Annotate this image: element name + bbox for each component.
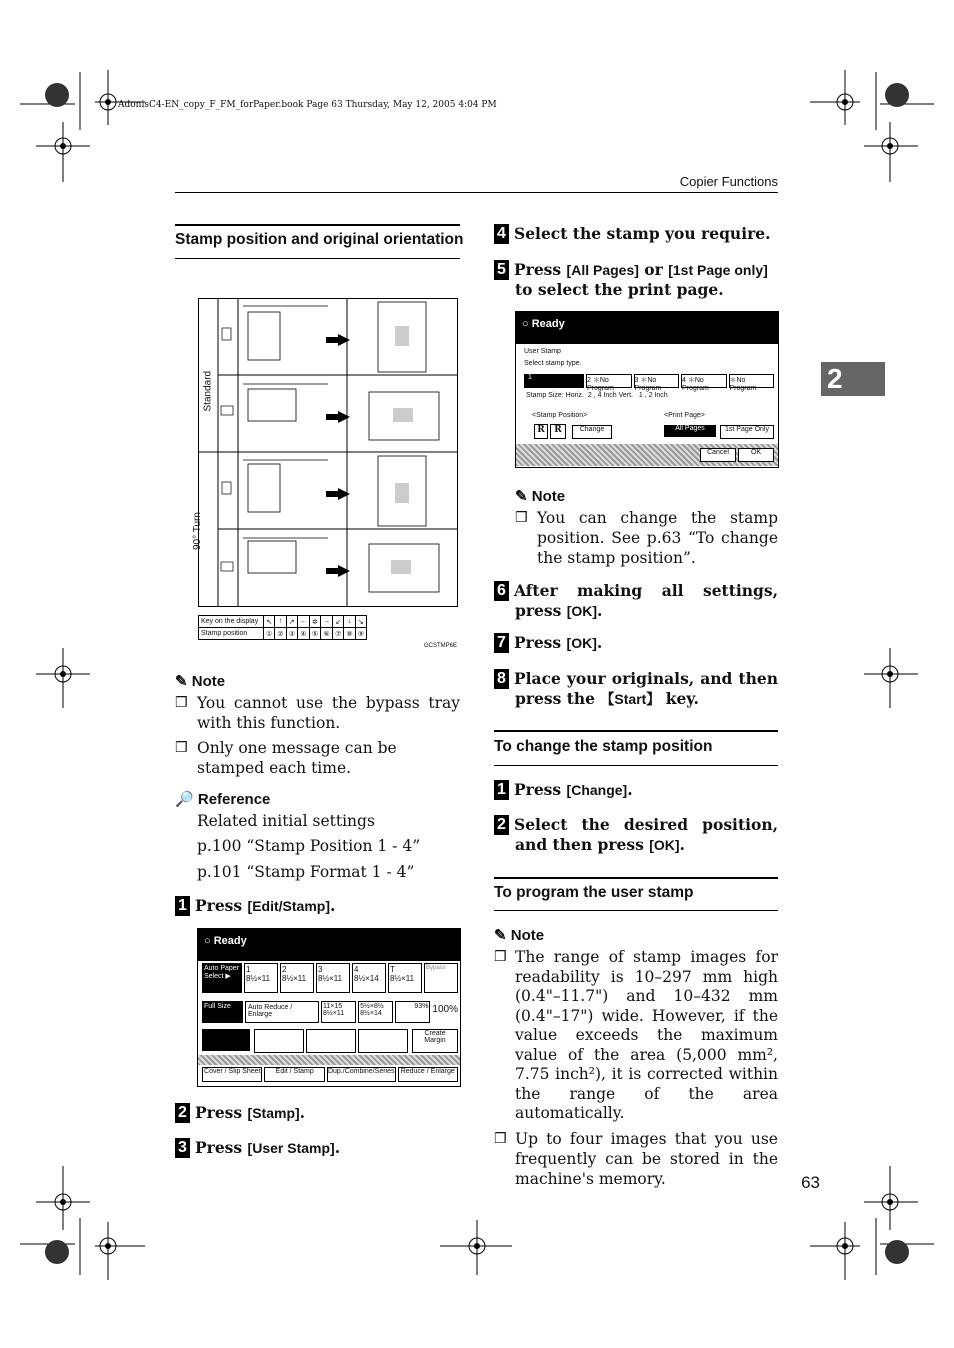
diagram-grid xyxy=(198,298,458,607)
step-3: 3 Press [User Stamp]. xyxy=(175,1138,340,1158)
step-5: 5 Press [All Pages] or [1st Page only] to select the print page. xyxy=(494,260,778,300)
key-position-table xyxy=(198,615,367,640)
select-type-label: Select stamp type. xyxy=(524,360,582,367)
stamp-size-vert: 1 , 2 Inch xyxy=(638,392,668,399)
pos-cell: ⑨ xyxy=(355,628,366,640)
stamp-key-1[interactable]: 1 xyxy=(524,374,584,388)
tray-button[interactable]: 1 8½×11 xyxy=(244,963,278,993)
auto-reduce-button[interactable]: Auto Reduce / Enlarge xyxy=(245,1001,319,1023)
s2-step-2: 2 Select the desired position, and then press [OK]. xyxy=(494,815,778,855)
combine-button[interactable] xyxy=(306,1029,356,1053)
screen-status: ○ Ready xyxy=(198,929,460,953)
pos-cell: ② xyxy=(275,628,286,640)
note-block-program xyxy=(494,926,778,1189)
pencil-icon: ✎ xyxy=(494,927,507,944)
tab-dup-combine[interactable]: Dup./Combine/Series xyxy=(327,1067,396,1082)
note-item: ❒ Only one message can be stamped each time. xyxy=(175,739,397,777)
user-stamp-label: User Stamp xyxy=(524,348,561,355)
pos-cell: ⑧ xyxy=(344,628,355,640)
ratio-button[interactable]: 5½×8½ 8½×14 xyxy=(358,1001,393,1023)
page-number: 63 xyxy=(801,1173,820,1192)
reference-line: Related initial settings xyxy=(197,812,375,830)
ratio-button[interactable]: 11×15 8½×11 xyxy=(321,1001,356,1023)
key-cell: ↖ xyxy=(264,616,275,628)
pos-cell: ⑦ xyxy=(333,628,344,640)
key-cell: ↙ xyxy=(333,616,344,628)
stamp-key-5[interactable]: ＊No Program xyxy=(729,374,775,388)
key-cell: ✲ xyxy=(309,616,320,628)
standard-label: Standard xyxy=(202,370,214,412)
tray-button[interactable]: T 8½×11 xyxy=(388,963,422,993)
pos-cell: ⑤ xyxy=(309,628,320,640)
section3-rule-bottom xyxy=(494,910,778,911)
position-grid-icon: R xyxy=(550,424,566,439)
key-cell: ↗ xyxy=(286,616,297,628)
diagram-code: GCSTMP6E xyxy=(424,643,458,649)
full-size-button[interactable]: Full Size xyxy=(202,1001,243,1023)
reference-block xyxy=(175,790,460,882)
ratio-display: 100% xyxy=(432,1004,458,1015)
pencil-icon: ✎ xyxy=(175,673,188,690)
note-title: ✎ Note xyxy=(515,488,566,505)
step-2: 2 Press [Stamp]. xyxy=(175,1103,305,1123)
create-margin-button[interactable]: Create Margin xyxy=(412,1029,458,1053)
section-rule-top xyxy=(175,224,460,226)
header-rule xyxy=(175,192,778,193)
stamp-key-3[interactable]: 3 ＊No Program xyxy=(634,374,680,388)
key-cell: → xyxy=(321,616,333,628)
screen-status: ○ Ready xyxy=(516,312,778,336)
note-block xyxy=(175,672,460,778)
series-button[interactable] xyxy=(358,1029,408,1053)
section-title: Stamp position and original orientation xyxy=(175,231,464,248)
all-pages-button[interactable]: All Pages xyxy=(664,425,716,437)
first-page-only-button[interactable]: 1st Page Only xyxy=(720,425,774,439)
ok-button[interactable]: OK xyxy=(738,448,774,462)
key-cell: ↑ xyxy=(275,616,286,628)
step-1: 1 Press [Edit/Stamp]. xyxy=(175,896,335,916)
note-block-right xyxy=(515,487,778,568)
key-cell: ↘ xyxy=(355,616,366,628)
paper-select-button[interactable]: Auto Paper Select ▶ xyxy=(202,963,242,993)
key-row-label: Key on the display xyxy=(199,616,264,628)
section2-title: To change the stamp position xyxy=(494,738,713,755)
stamp-key-2[interactable]: 2 ＊No Program xyxy=(586,374,632,388)
stamp-orientation-diagram xyxy=(192,298,458,607)
bypass-button[interactable]: Bypass xyxy=(424,963,458,993)
running-header: Copier Functions xyxy=(679,174,778,189)
reference-line: p.100 “Stamp Position 1 - 4” xyxy=(197,837,421,855)
cancel-button[interactable]: Cancel xyxy=(700,448,736,462)
turn-label: 90° Turn xyxy=(192,512,203,550)
pencil-icon: ✎ xyxy=(515,488,528,505)
screen-main xyxy=(197,928,461,1087)
pos-cell: ⑥ xyxy=(321,628,333,640)
note-title: ✎ Note xyxy=(494,927,545,944)
screen-user-stamp xyxy=(515,311,779,468)
stamp-size-label: Stamp Size: Horiz. xyxy=(526,392,584,399)
tray-button[interactable]: 4 8½×14 xyxy=(352,963,386,993)
step-8: 8 Place your originals, and then press the 【Start】 key. xyxy=(494,669,778,709)
magnifier-icon: 🔎 xyxy=(175,791,194,808)
stamp-position-label: <Stamp Position> xyxy=(532,412,588,419)
pos-row-label: Stamp position xyxy=(199,628,264,640)
reference-line: p.101 “Stamp Format 1 - 4” xyxy=(197,863,415,881)
note-item: ❒ You can change the stamp position. See p.63 “To change the stamp position”. xyxy=(515,509,778,567)
stamp-key-4[interactable]: 4 ＊No Program xyxy=(681,374,727,388)
pos-cell: ④ xyxy=(297,628,309,640)
pos-cell: ③ xyxy=(286,628,297,640)
s2-step-1: 1 Press [Change]. xyxy=(494,780,633,800)
section2-rule-top xyxy=(494,730,778,732)
change-button[interactable]: Change xyxy=(572,425,612,439)
note-item: ❒ Up to four images that you use frequently can be stored in the machine's memory. xyxy=(494,1129,778,1188)
section-rule-bottom xyxy=(175,258,460,259)
step-4: 4 Select the stamp you require. xyxy=(494,224,771,244)
tab-cover-slip[interactable]: Cover / Slip Sheet xyxy=(202,1067,262,1082)
key-cell: ↓ xyxy=(344,616,355,628)
book-file-line: AdonisC4-EN_copy_F_FM_forPaper.book Page 63 Thursday, May 12, 2005 4:04 PM xyxy=(118,100,497,110)
position-r-icon: R xyxy=(534,424,548,439)
tray-button[interactable]: 2 8½×11 xyxy=(280,963,314,993)
ratio-button[interactable]: 93% xyxy=(395,1001,430,1023)
tab-reduce-enlarge[interactable]: Reduce / Enlarge xyxy=(398,1067,458,1082)
duplex-button[interactable] xyxy=(202,1029,250,1051)
orientation-button[interactable] xyxy=(254,1029,304,1053)
tab-edit-stamp[interactable]: Edit / Stamp xyxy=(264,1067,324,1082)
step-6: 6 After making all settings, press [OK]. xyxy=(494,581,778,621)
print-page-label: <Print Page> xyxy=(664,412,705,419)
pos-cell: ① xyxy=(264,628,275,640)
stamp-size-horiz: 2 , 4 Inch Vert. xyxy=(587,392,633,399)
section3-title: To program the user stamp xyxy=(494,884,694,901)
note-title: ✎ Note xyxy=(175,673,226,690)
section3-rule-top xyxy=(494,877,778,879)
tray-button[interactable]: 3 8½×11 xyxy=(316,963,350,993)
reference-title: 🔎 Reference xyxy=(175,791,271,808)
section2-rule-bottom xyxy=(494,765,778,766)
note-item: ❒ You cannot use the bypass tray with this function. xyxy=(175,694,460,732)
step-7: 7 Press [OK]. xyxy=(494,633,602,653)
note-item: ❒ The range of stamp images for readability is 10–297 mm high (0.4"–11.7") and 10–432 mm (0.4"–17") wide. However, if the value exceeds the maximum value of the area (5,000 mm², 7.75 inch²), it is corrected within the range of the area automatically. xyxy=(494,948,778,1122)
chapter-tab: 2 xyxy=(821,362,885,396)
key-cell: ← xyxy=(297,616,309,628)
